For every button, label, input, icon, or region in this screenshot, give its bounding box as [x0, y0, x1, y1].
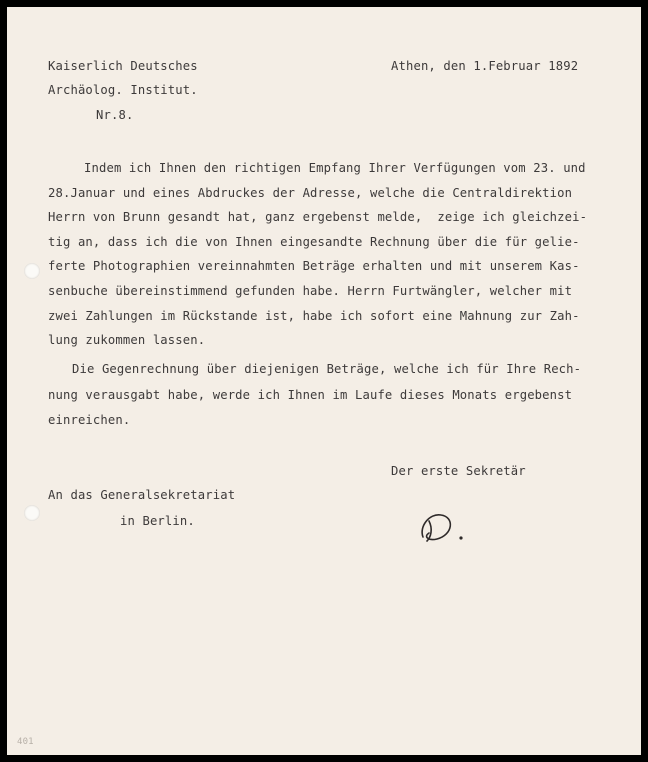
punch-hole-lower — [24, 505, 40, 521]
institution-name: Kaiserlich Deutsches — [48, 59, 198, 73]
letter-number: Nr.8. — [96, 108, 134, 122]
institution-subname: Archäolog. Institut. — [48, 83, 198, 97]
body-line: 28.Januar und eines Abdruckes der Adresse, welche die Centraldirektion — [48, 185, 573, 200]
body-line: Herrn von Brunn gesandt hat, ganz ergebenst melde, zeige ich gleichzei- — [48, 210, 588, 225]
punch-hole-upper — [24, 263, 40, 279]
body-line: senbuche übereinstimmend gefunden habe. Herrn Furtwängler, welcher mit — [48, 284, 573, 298]
body-line: zwei Zahlungen im Rückstande ist, habe ich sofort eine Mahnung zur Zah- — [48, 308, 580, 323]
body-line: einreichen. — [48, 413, 131, 427]
body-line: tig an, dass ich die von Ihnen eingesandte Rechnung über die für gelie- — [48, 234, 580, 249]
archive-page-mark: 401 — [17, 737, 34, 747]
letter-page — [7, 7, 641, 755]
body-line: ferte Photographien vereinnahmten Beträge erhalten und mit unserem Kas- — [48, 259, 580, 274]
body-line: lung zukommen lassen. — [48, 333, 206, 348]
addressee-line-1: An das Generalsekretariat — [48, 488, 236, 502]
signature-title: Der erste Sekretär — [391, 464, 526, 478]
place-date: Athen, den 1.Februar 1892 — [391, 59, 579, 73]
body-line: Indem ich Ihnen den richtigen Empfang Ihrer Verfügungen vom 23. und — [84, 161, 586, 175]
handwritten-signature — [415, 479, 475, 575]
addressee-line-2: in Berlin. — [120, 514, 195, 528]
body-line: Die Gegenrechnung über diejenigen Beträge, welche ich für Ihre Rech- — [72, 362, 582, 376]
body-line: nung verausgabt habe, werde ich Ihnen im Laufe dieses Monats ergebenst — [48, 387, 573, 402]
